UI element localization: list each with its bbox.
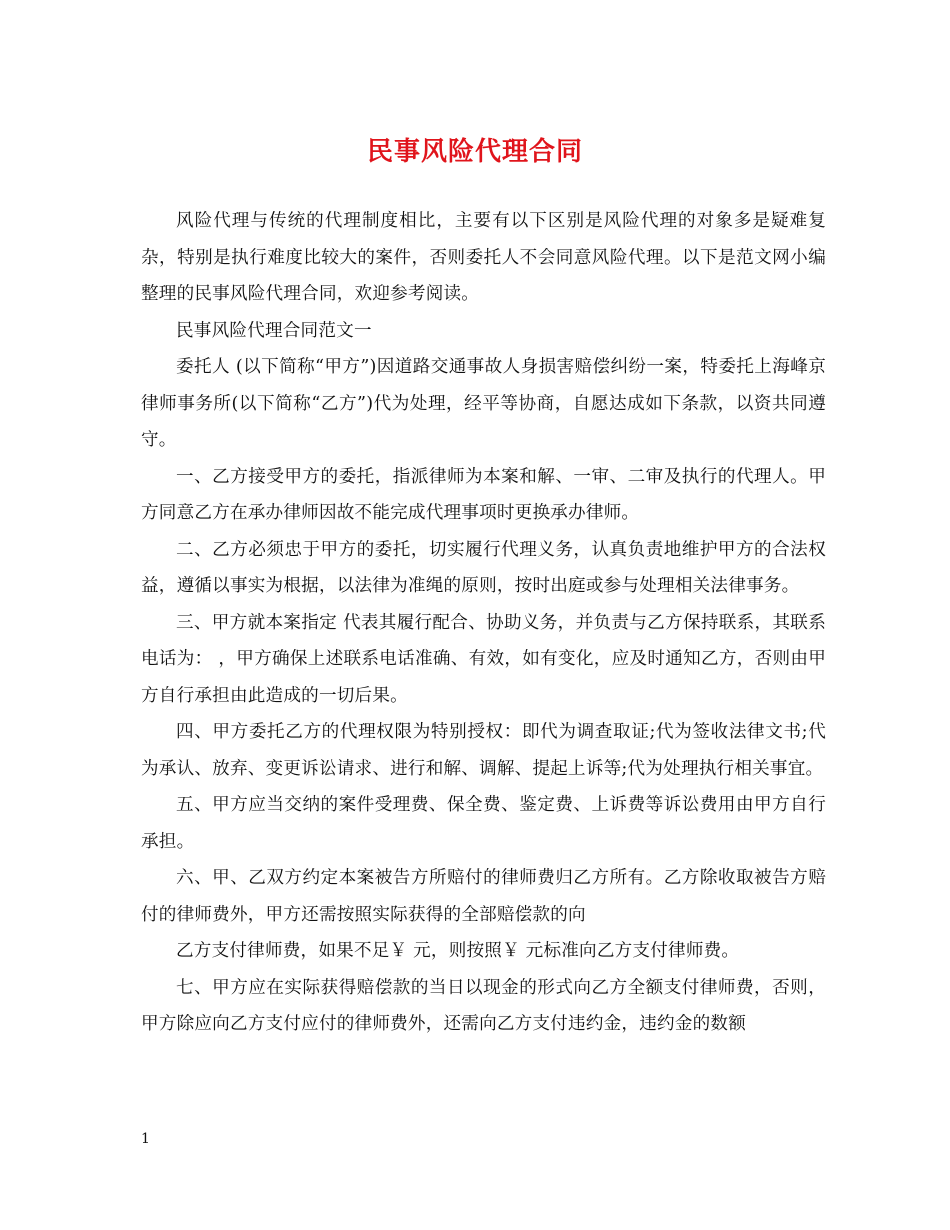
paragraph-clause-6-continued: 乙方支付律师费，如果不足￥ 元，则按照￥ 元标准向乙方支付律师费。 — [176, 941, 740, 961]
paragraph-clause-1: 一、乙方接受甲方的委托，指派律师为本案和解、一审、二审及执行的代理人。甲方同意乙方在承办律师因故不能完成代理事项时更换承办律师。 — [141, 466, 826, 523]
paragraph-clause-4: 四、甲方委托乙方的代理权限为特别授权：即代为调查取证;代为签收法律文书;代为承认、放弃、变更诉讼请求、进行和解、调解、提起上诉等;代为处理执行相关事宜。 — [141, 722, 826, 779]
document-title: 民事风险代理合同 — [366, 137, 583, 167]
paragraph-clause-3: 三、甲方就本案指定 代表其履行配合、协助义务，并负责与乙方保持联系，其联系电话为： ，甲方确保上述联系电话准确、有效，如有变化，应及时通知乙方，否则由甲方自行承担由此造成的一切后果。 — [141, 612, 826, 706]
paragraph-clause-5: 五、甲方应当交纳的案件受理费、保全费、鉴定费、上诉费等诉讼费用由甲方自行承担。 — [141, 795, 826, 852]
paragraph-clause-7: 七、甲方应在实际获得赔偿款的当日以现金的形式向乙方全额支付律师费，否则，甲方除应向乙方支付应付的律师费外，还需向乙方支付违约金，违约金的数额 — [141, 977, 826, 1034]
paragraph-client-statement: 委托人 (以下简称“甲方”)因道路交通事故人身损害赔偿纠纷一案，特委托上海峰京律师事务所(以下简称“乙方”)代为处理，经平等协商，自愿达成如下条款，以资共同遵守。 — [141, 357, 826, 450]
document-body — [141, 203, 826, 1043]
paragraph-clause-6: 六、甲、乙双方约定本案被告方所赔付的律师费归乙方所有。乙方除收取被告方赔付的律师费外，甲方还需按照实际获得的全部赔偿款的向 — [141, 868, 826, 925]
paragraph-intro: 风险代理与传统的代理制度相比，主要有以下区别是风险代理的对象多是疑难复杂，特别是执行难度比较大的案件，否则委托人不会同意风险代理。以下是范文网小编整理的民事风险代理合同，欢迎参考阅读。 — [141, 211, 826, 304]
page-number: 1 — [141, 1131, 150, 1147]
paragraph-sample-heading: 民事风险代理合同范文一 — [176, 320, 372, 341]
paragraph-clause-2: 二、乙方必须忠于甲方的委托，切实履行代理义务，认真负责地维护甲方的合法权益，遵循以事实为根据，以法律为准绳的原则，按时出庭或参与处理相关法律事务。 — [141, 539, 826, 596]
